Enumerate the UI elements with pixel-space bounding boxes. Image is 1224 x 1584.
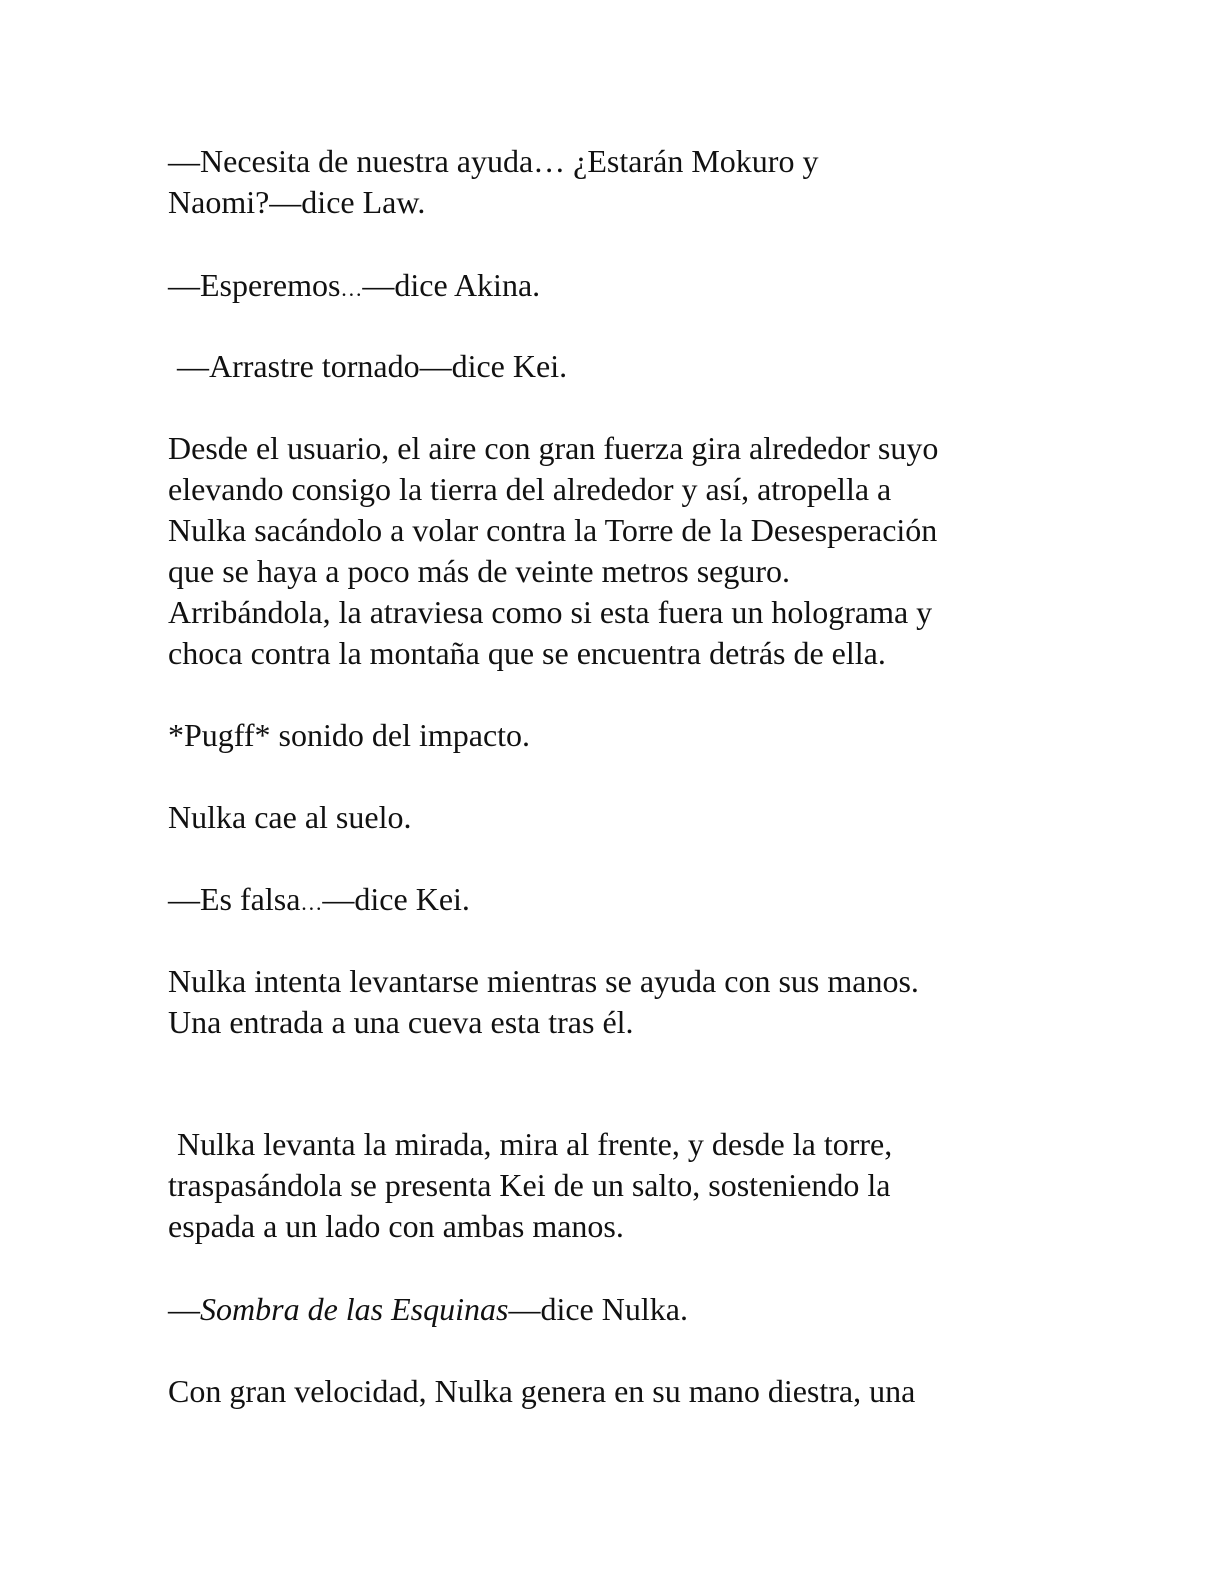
- text-line: traspasándola se presenta Kei de un salto, sosteniendo la: [168, 1167, 891, 1203]
- ellipsis-text: …: [300, 890, 323, 915]
- text-line: elevando consigo la tierra del alrededor y así, atropella a: [168, 471, 892, 507]
- ellipsis-text: …: [340, 276, 363, 301]
- text-segment: —dice Nulka.: [508, 1291, 688, 1327]
- text-line: [168, 265, 1048, 306]
- text-segment: —: [168, 1291, 200, 1327]
- text-line: *Pugff* sonido del impacto.: [168, 717, 531, 753]
- text-line: choca contra la montaña que se encuentra detrás de ella.: [168, 635, 886, 671]
- text-line: Arribándola, la atraviesa como si esta fuera un holograma y: [168, 594, 933, 630]
- paragraph-dialogue-kei-falsa: [168, 879, 1048, 920]
- paragraph-sound-effect: [168, 715, 1048, 756]
- paragraph-dialogue-law: [168, 141, 1048, 223]
- text-line: Nulka sacándolo a volar contra la Torre de la Desesperación: [168, 512, 938, 548]
- text-segment: —dice Akina.: [362, 267, 541, 303]
- text-line: Con gran velocidad, Nulka genera en su mano diestra, una: [168, 1373, 916, 1409]
- italic-technique-name: Sombra de las Esquinas: [200, 1291, 509, 1327]
- text-line: que se haya a poco más de veinte metros seguro.: [168, 553, 791, 589]
- text-line: Naomi?—dice Law.: [168, 184, 426, 220]
- text-line: —Arrastre tornado—dice Kei.: [177, 348, 568, 384]
- text-line: Nulka levanta la mirada, mira al frente, y desde la torre,: [177, 1126, 893, 1162]
- text-line: espada a un lado con ambas manos.: [168, 1208, 624, 1244]
- paragraph-dialogue-nulka: [168, 1289, 1048, 1330]
- paragraph-nulka-rises: [168, 961, 1048, 1043]
- text-segment: —Esperemos: [168, 267, 341, 303]
- paragraph-dialogue-akina: [168, 265, 1048, 306]
- text-line: —Necesita de nuestra ayuda… ¿Estarán Mokuro y: [168, 143, 819, 179]
- text-line: [168, 1289, 1048, 1330]
- text-line: Desde el usuario, el aire con gran fuerza gira alrededor suyo: [168, 430, 939, 466]
- paragraph-dialogue-kei-tornado: [168, 346, 1057, 387]
- paragraph-narration-tornado: [168, 428, 1048, 674]
- text-segment: —dice Kei.: [322, 881, 470, 917]
- text-segment: —Es falsa: [168, 881, 301, 917]
- text-line: Una entrada a una cueva esta tras él.: [168, 1004, 634, 1040]
- text-line: Nulka cae al suelo.: [168, 799, 412, 835]
- text-line: Nulka intenta levantarse mientras se ayuda con sus manos.: [168, 963, 919, 999]
- paragraph-narration-speed: [168, 1371, 1048, 1412]
- paragraph-kei-appears: [168, 1124, 1057, 1247]
- paragraph-nulka-falls: [168, 797, 1048, 838]
- text-line: [168, 879, 1048, 920]
